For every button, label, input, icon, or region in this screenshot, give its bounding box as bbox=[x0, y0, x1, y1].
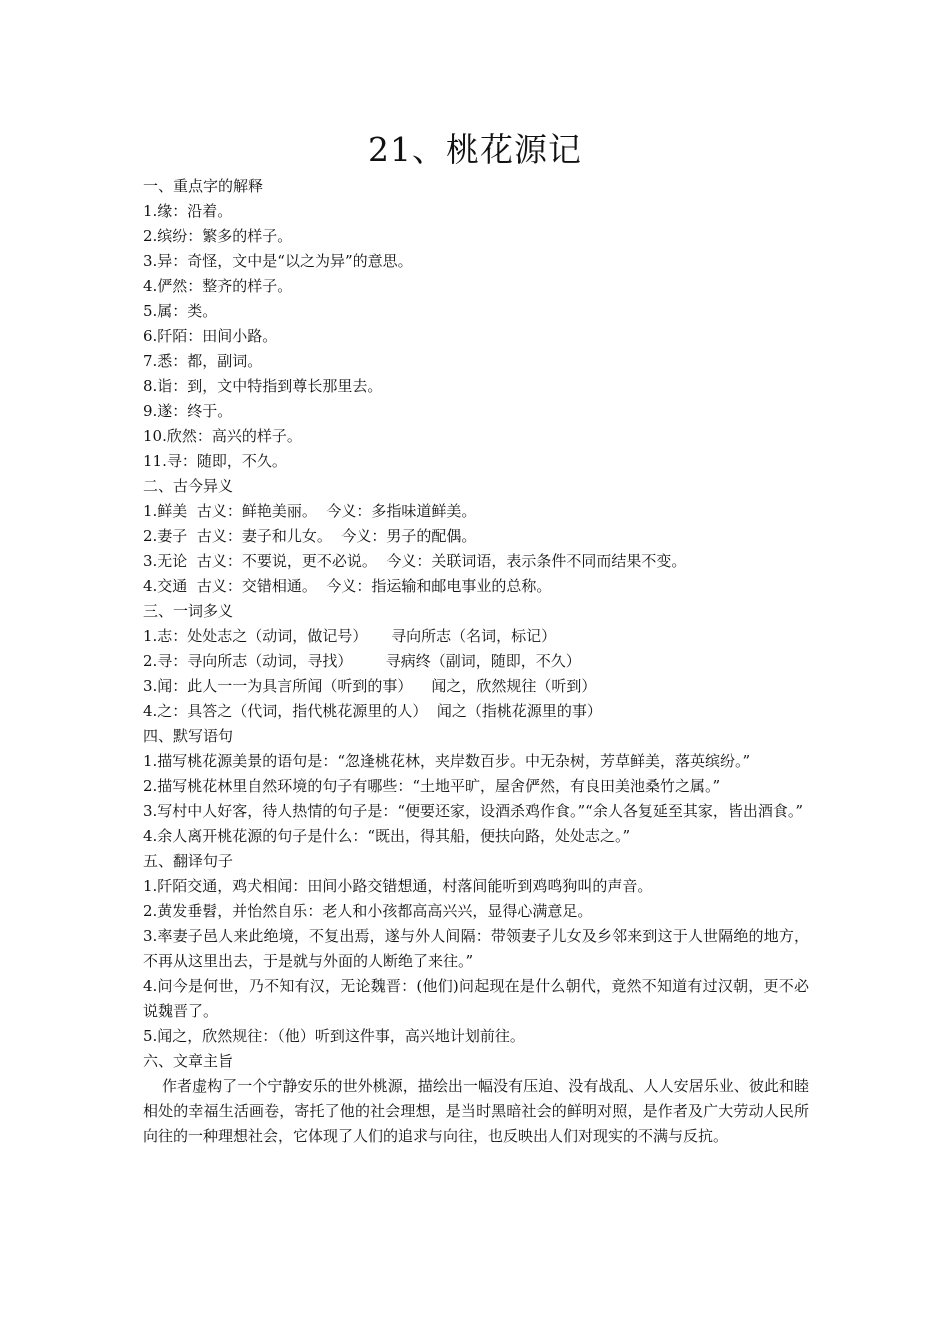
list-item: 2.描写桃花林里自然环境的句子有哪些：“土地平旷，屋舍俨然，有良田美池桑竹之属。” bbox=[143, 777, 721, 795]
main-idea-paragraph: 作者虚构了一个宁静安乐的世外桃源，描绘出一幅没有压迫、没有战乱、人人安居乐业、彼此和睦相处的幸福生活画卷，寄托了他的社会理想，是当时黑暗社会的鲜明对照，是作者及广大劳动人民所向往的一种理想社会，它体现了人们的追求与向往，也反映出人们对现实的不满与反抗。 bbox=[143, 1077, 809, 1145]
section-dictation bbox=[143, 724, 809, 849]
list-item: 9.遂：终于。 bbox=[143, 402, 233, 420]
list-item: 7.悉：都，副词。 bbox=[143, 352, 263, 370]
section-heading: 五、翻译句子 bbox=[143, 852, 234, 870]
list-item: 2.寻：寻向所志（动词，寻找） 寻病终（副词，随即，不久） bbox=[143, 652, 581, 670]
list-item: 1.描写桃花源美景的语句是：“忽逢桃花林，夹岸数百步。中无杂树，芳草鲜美，落英缤纷。” bbox=[143, 752, 751, 770]
section-ancient-modern-meaning bbox=[143, 474, 809, 599]
list-item: 3.异：奇怪，文中是“以之为异”的意思。 bbox=[143, 252, 413, 270]
section-heading: 一、重点字的解释 bbox=[143, 177, 264, 195]
list-item: 4.之：具答之（代词，指代桃花源里的人） 闻之（指桃花源里的事） bbox=[143, 702, 602, 720]
section-translation bbox=[143, 849, 809, 1049]
list-item: 4.俨然：整齐的样子。 bbox=[143, 277, 293, 295]
list-item: 10.欣然：高兴的样子。 bbox=[143, 427, 302, 445]
section-heading: 六、文章主旨 bbox=[143, 1052, 234, 1070]
section-main-idea bbox=[143, 1049, 809, 1149]
list-item: 2.黄发垂髫，并怡然自乐：老人和小孩都高高兴兴，显得心满意足。 bbox=[143, 902, 593, 920]
list-item: 2.妻子 古义：妻子和儿女。 今义：男子的配偶。 bbox=[143, 527, 477, 545]
list-item: 3.写村中人好客，待人热情的句子是：“便要还家，设酒杀鸡作食。”“余人各复延至其家，皆出酒食。” bbox=[143, 802, 803, 820]
list-item: 4.交通 古义：交错相通。 今义：指运输和邮电事业的总称。 bbox=[143, 577, 552, 595]
list-item: 1.缘：沿着。 bbox=[143, 202, 233, 220]
section-polysemy bbox=[143, 599, 809, 724]
list-item: 8.诣：到，文中特指到尊长那里去。 bbox=[143, 377, 383, 395]
section-heading: 三、一词多义 bbox=[143, 602, 234, 620]
list-item: 1.志：处处志之（动词，做记号） 寻向所志（名词，标记） bbox=[143, 627, 557, 645]
list-item: 2.缤纷：繁多的样子。 bbox=[143, 227, 293, 245]
list-item: 1.鲜美 古义：鲜艳美丽。 今义：多指味道鲜美。 bbox=[143, 502, 477, 520]
section-key-words bbox=[143, 174, 809, 474]
section-heading: 四、默写语句 bbox=[143, 727, 234, 745]
section-heading: 二、古今异义 bbox=[143, 477, 234, 495]
list-item: 3.闻：此人一一为具言所闻（听到的事） 闻之，欣然规往（听到） bbox=[143, 677, 597, 695]
list-item: 4.余人离开桃花源的句子是什么：“既出，得其船，便扶向路，处处志之。” bbox=[143, 827, 631, 845]
list-item: 4.问今是何世，乃不知有汉，无论魏晋：(他们)问起现在是什么朝代，竟然不知道有过汉朝，更不必说魏晋了。 bbox=[143, 977, 809, 1020]
document-body bbox=[143, 174, 809, 1149]
list-item: 6.阡陌：田间小路。 bbox=[143, 327, 278, 345]
list-item: 5.属：类。 bbox=[143, 302, 218, 320]
list-item: 5.闻之，欣然规往：（他）听到这件事，高兴地计划前往。 bbox=[143, 1027, 525, 1045]
list-item: 3.无论 古义：不要说，更不必说。 今义：关联词语，表示条件不同而结果不变。 bbox=[143, 552, 687, 570]
list-item: 3.率妻子邑人来此绝境，不复出焉，遂与外人间隔：带领妻子儿女及乡邻来到这于人世隔绝的地方，不再从这里出去，于是就与外面的人断绝了来往。” bbox=[143, 927, 809, 970]
page-title: 21、桃花源记 bbox=[368, 130, 582, 169]
list-item: 1.阡陌交通，鸡犬相闻：田间小路交错想通，村落间能听到鸡鸣狗叫的声音。 bbox=[143, 877, 653, 895]
list-item: 11.寻：随即，不久。 bbox=[143, 452, 287, 470]
